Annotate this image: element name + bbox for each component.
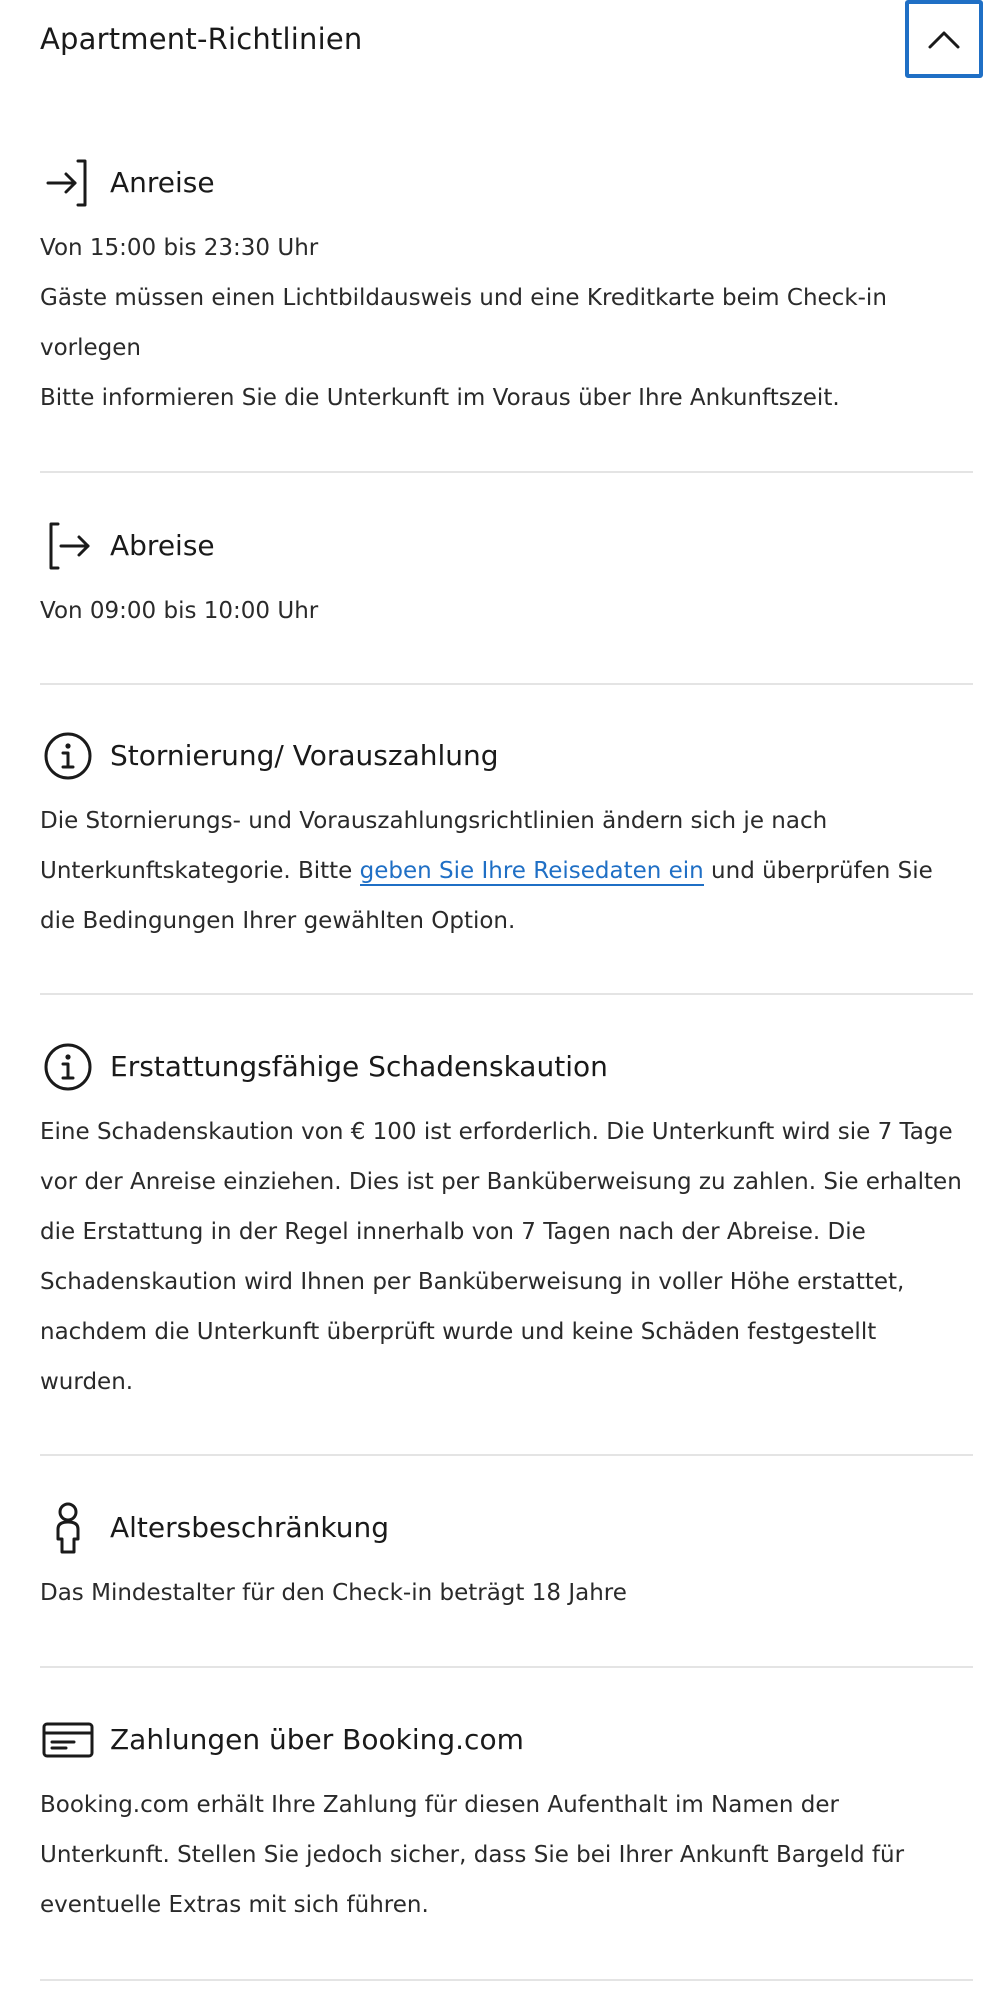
checkout-time: Von 09:00 bis 10:00 Uhr xyxy=(40,598,319,624)
section-checkout xyxy=(40,518,973,636)
chevron-up-icon xyxy=(927,28,961,50)
divider xyxy=(40,1979,973,1981)
checkin-notice: Bitte informieren Sie die Unterkunft im Voraus über Ihre Ankunftszeit. xyxy=(40,385,840,411)
divider xyxy=(40,1454,973,1456)
payments-text: Booking.com erhält Ihre Zahlung für diesen Aufenthalt im Namen der Unterkunft. Stellen Sie jedoch sicher, dass Sie bei Ihrer Ankunft Bargeld für eventuelle Extras mit sich führen. xyxy=(40,1792,905,1918)
sign-out-arrow-icon xyxy=(40,518,96,574)
section-title-checkin: Anreise xyxy=(110,166,215,199)
cancellation-text-before: Die Stornierungs- und Vorauszahlungsrichtlinien ändern sich je nach Unterkunftskategorie. Bitte xyxy=(40,808,828,884)
checkin-time: Von 15:00 bis 23:30 Uhr xyxy=(40,235,319,261)
section-deposit xyxy=(40,1039,973,1407)
policies-header xyxy=(0,0,1000,86)
divider xyxy=(40,683,973,685)
credit-card-icon xyxy=(40,1712,96,1768)
enter-travel-dates-link[interactable]: geben Sie Ihre Reisedaten ein xyxy=(359,858,704,884)
section-title-payments: Zahlungen über Booking.com xyxy=(110,1723,524,1756)
divider xyxy=(40,1666,973,1668)
info-circle-icon xyxy=(40,728,96,784)
deposit-text: Eine Schadenskaution von € 100 ist erforderlich. Die Unterkunft wird sie 7 Tage vor der Anreise einziehen. Dies ist per Banküberweisung zu zahlen. Sie erhalten die Erstattung in der Regel innerhalb von 7 Tagen nach der Abreise. Die Schadenskaution wird Ihnen per Banküberweisung in voller Höhe erstattet, nachdem die Unterkunft überprüft wurde und keine Schäden festgestellt wurden. xyxy=(40,1119,962,1395)
person-icon xyxy=(40,1500,96,1556)
section-title-cancellation: Stornierung/ Vorauszahlung xyxy=(110,739,499,772)
section-title-deposit: Erstattungsfähige Schadenskaution xyxy=(110,1050,608,1083)
sign-in-arrow-icon xyxy=(40,155,96,211)
info-circle-icon xyxy=(40,1039,96,1095)
section-title-age-restriction: Altersbeschränkung xyxy=(110,1511,390,1544)
cancellation-text-after: und überprüfen Sie die Bedingungen Ihrer gewählten Option. xyxy=(40,858,933,934)
divider xyxy=(40,993,973,995)
age-restriction-text: Das Mindestalter für den Check-in beträgt 18 Jahre xyxy=(40,1580,627,1606)
section-checkin xyxy=(40,155,973,423)
checkin-requirements: Gäste müssen einen Lichtbildausweis und eine Kreditkarte beim Check-in vorlegen xyxy=(40,285,887,361)
section-payments xyxy=(40,1712,973,1930)
cancellation-text xyxy=(40,796,973,946)
divider xyxy=(40,471,973,473)
section-cancellation xyxy=(40,728,973,946)
page-title: Apartment-Richtlinien xyxy=(40,22,363,56)
section-age-restriction xyxy=(40,1500,973,1618)
collapse-button[interactable] xyxy=(905,0,983,78)
section-title-checkout: Abreise xyxy=(110,529,215,562)
